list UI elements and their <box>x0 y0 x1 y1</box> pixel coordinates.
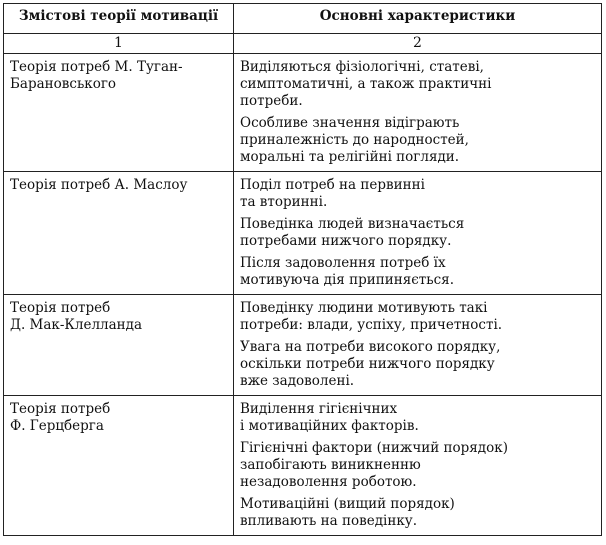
text-line: моральні та релігійні погляди. <box>240 149 460 165</box>
text-line: незадоволення роботою. <box>240 474 417 490</box>
text-line: приналежність до народностей, <box>240 132 469 148</box>
table-row <box>4 172 602 295</box>
text-line: потребами нижчого порядку. <box>240 233 452 249</box>
theory-name-line: Д. Мак-Клелланда <box>10 317 143 333</box>
characteristic-paragraph <box>240 59 597 110</box>
text-line: Після задоволення потреб їх <box>240 255 446 271</box>
characteristic-paragraph <box>240 300 597 334</box>
theory-name-cell <box>4 295 234 396</box>
text-line: оскільки потреби нижчого порядку <box>240 356 495 372</box>
theory-name-line: Барановського <box>10 76 117 92</box>
text-line: та вторинні. <box>240 194 328 210</box>
text-line: потреби: влади, успіху, причетності. <box>240 317 503 333</box>
table-row <box>4 396 602 536</box>
header-characteristics: Основні характеристики <box>234 4 602 34</box>
header-row <box>4 4 602 34</box>
characteristic-paragraph <box>240 115 597 166</box>
theory-name-line: Теорія потреб <box>10 401 111 417</box>
column-number-1: 1 <box>4 34 234 54</box>
theory-name-cell <box>4 172 234 295</box>
text-line: Виділяються фізіологічні, статеві, <box>240 59 484 75</box>
text-line: симптоматичні, а також практичні <box>240 76 492 92</box>
column-number-2: 2 <box>234 34 602 54</box>
characteristics-cell <box>234 295 602 396</box>
text-line: Мотиваційні (вищий порядок) <box>240 496 455 512</box>
text-line: Виділення гігієнічних <box>240 401 398 417</box>
motivation-theories-table <box>3 3 602 536</box>
characteristic-paragraph <box>240 255 597 289</box>
header-theories: Змістові теорії мотивації <box>4 4 234 34</box>
characteristics-cell <box>234 172 602 295</box>
characteristics-cell <box>234 396 602 536</box>
text-line: мотивуюча дія припиняється. <box>240 272 454 288</box>
text-line: Гігієнічні фактори (нижчий порядок) <box>240 440 508 456</box>
text-line: Особливе значення відіграють <box>240 115 460 131</box>
text-line: вже задоволені. <box>240 373 355 389</box>
text-line: потреби. <box>240 93 303 109</box>
theory-name-line: Ф. Герцберга <box>10 418 104 434</box>
text-line: запобігають виникненню <box>240 457 421 473</box>
column-number-row <box>4 34 602 54</box>
theory-name-cell <box>4 396 234 536</box>
characteristic-paragraph <box>240 177 597 211</box>
text-line: і мотиваційних факторів. <box>240 418 419 434</box>
text-line: Поділ потреб на первинні <box>240 177 425 193</box>
theory-name-line: Теорія потреб А. Маслоу <box>10 177 188 193</box>
characteristic-paragraph <box>240 440 597 491</box>
theory-name-line: Теорія потреб <box>10 300 111 316</box>
characteristics-cell <box>234 54 602 172</box>
characteristic-paragraph <box>240 216 597 250</box>
table-row <box>4 295 602 396</box>
characteristic-paragraph <box>240 401 597 435</box>
table-row <box>4 54 602 172</box>
theory-name-cell <box>4 54 234 172</box>
theory-name-line: Теорія потреб М. Туган- <box>10 59 183 75</box>
text-line: Поведінку людини мотивують такі <box>240 300 488 316</box>
characteristic-paragraph <box>240 496 597 530</box>
text-line: впливають на поведінку. <box>240 513 418 529</box>
text-line: Поведінка людей визначається <box>240 216 465 232</box>
text-line: Увага на потреби високого порядку, <box>240 339 501 355</box>
characteristic-paragraph <box>240 339 597 390</box>
